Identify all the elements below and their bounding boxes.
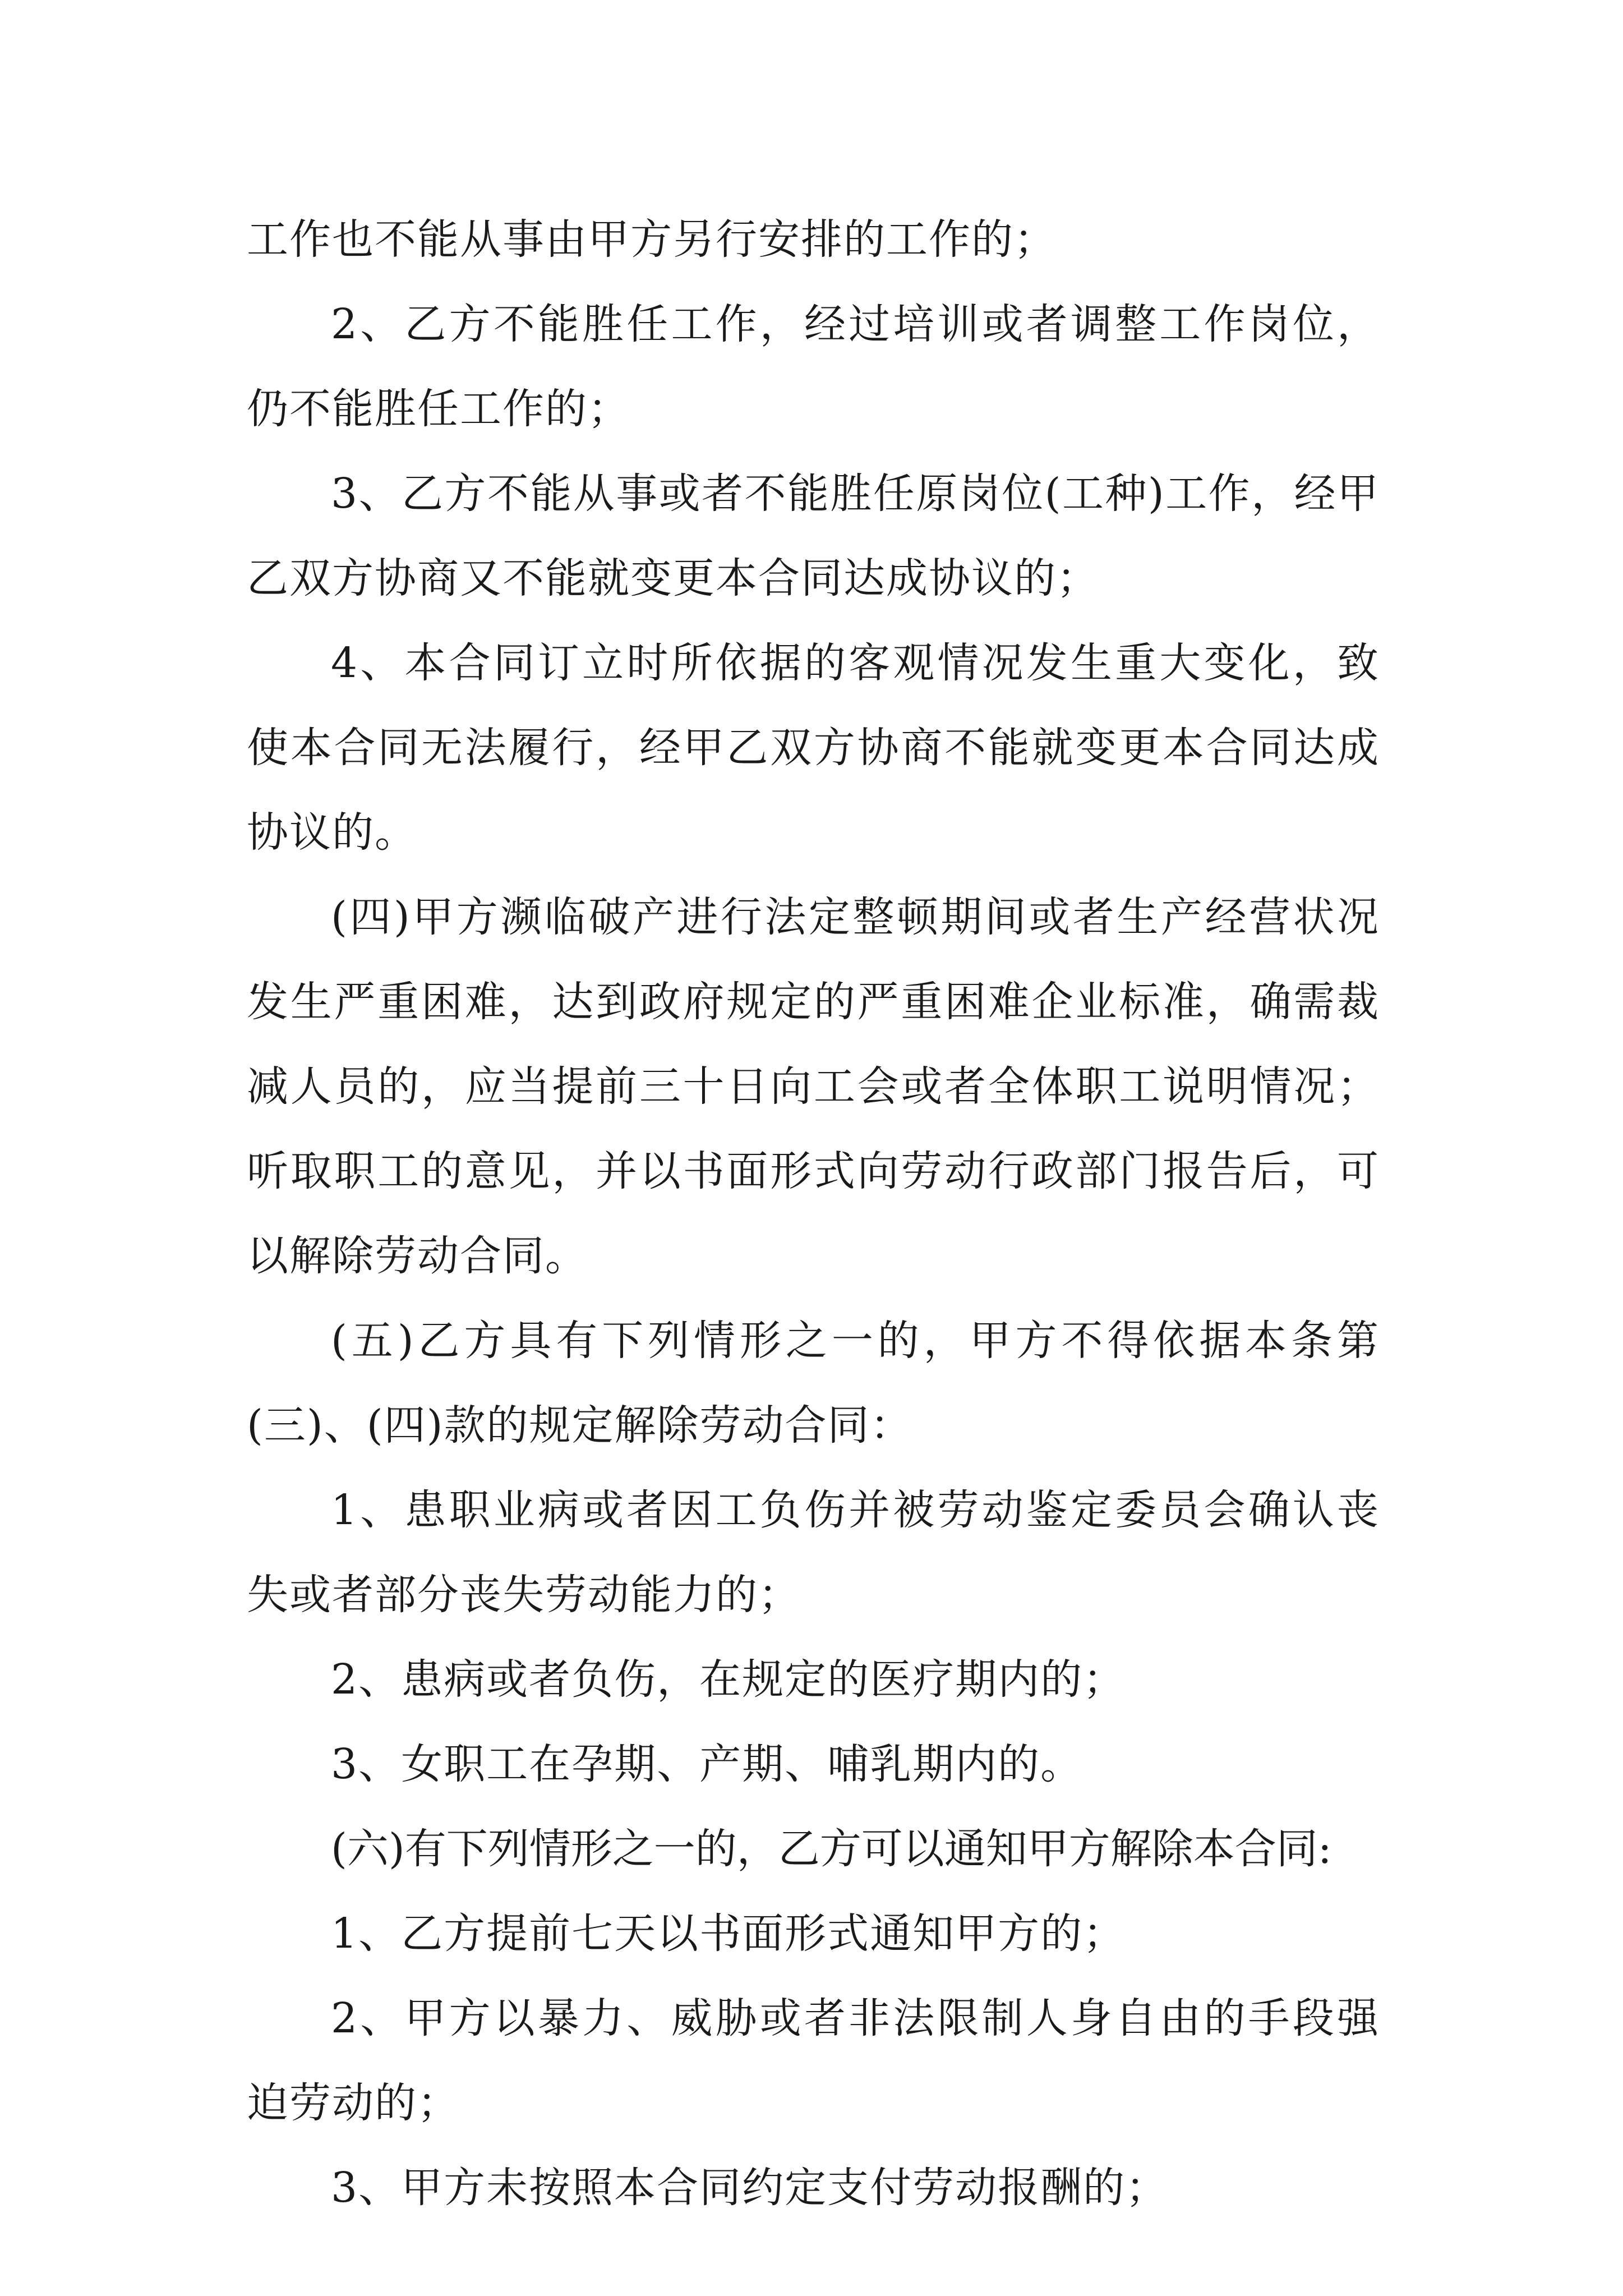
paragraph-continuation: 工作也不能从事由甲方另行安排的工作的； (247, 215, 1057, 264)
paragraph-clause-5: (五)乙方具有下列情形之一的，甲方不得依据本条第(三)、(四)款的规定解除劳动合同： (247, 1317, 1380, 1450)
paragraph-clause-4: (四)甲方濒临破产进行法定整顿期间或者生产经营状况发生严重困难，达到政府规定的严重困难企业标准，确需裁减人员的，应当提前三十日向工会或者全体职工说明情况；听取职工的意见，并以书面形式向劳动行政部门报告后，可以解除劳动合同。 (247, 893, 1380, 1280)
paragraph-clause-5-item-1: 1、患职业病或者因工负伤并被劳动鉴定委员会确认丧失或者部分丧失劳动能力的； (247, 1486, 1380, 1619)
paragraph-clause-6-item-3: 3、甲方未按照本合同约定支付劳动报酬的； (331, 2164, 1169, 2212)
paragraph-clause-5-item-2: 2、患病或者负伤，在规定的医疗期内的； (331, 1655, 1126, 1704)
paragraph-item-4: 4、本合同订立时所依据的客观情况发生重大变化，致使本合同无法履行，经甲乙双方协商不能就变更本合同达成协议的。 (247, 639, 1380, 857)
document-body (247, 197, 1380, 2230)
paragraph-clause-5-item-3: 3、女职工在孕期、产期、哺乳期内的。 (331, 1740, 1083, 1788)
paragraph-item-3: 3、乙方不能从事或者不能胜任原岗位(工种)工作，经甲乙双方协商又不能就变更本合同达成协议的； (247, 470, 1380, 602)
paragraph-clause-6-item-1: 1、乙方提前七天以书面形式通知甲方的； (331, 1910, 1126, 1958)
paragraph-clause-6-item-2: 2、甲方以暴力、威胁或者非法限制人身自由的手段强迫劳动的； (247, 1994, 1380, 2127)
paragraph-clause-6: (六)有下列情形之一的，乙方可以通知甲方解除本合同: (331, 1825, 1332, 1873)
paragraph-item-2: 2、乙方不能胜任工作，经过培训或者调整工作岗位，仍不能胜任工作的； (247, 300, 1380, 433)
